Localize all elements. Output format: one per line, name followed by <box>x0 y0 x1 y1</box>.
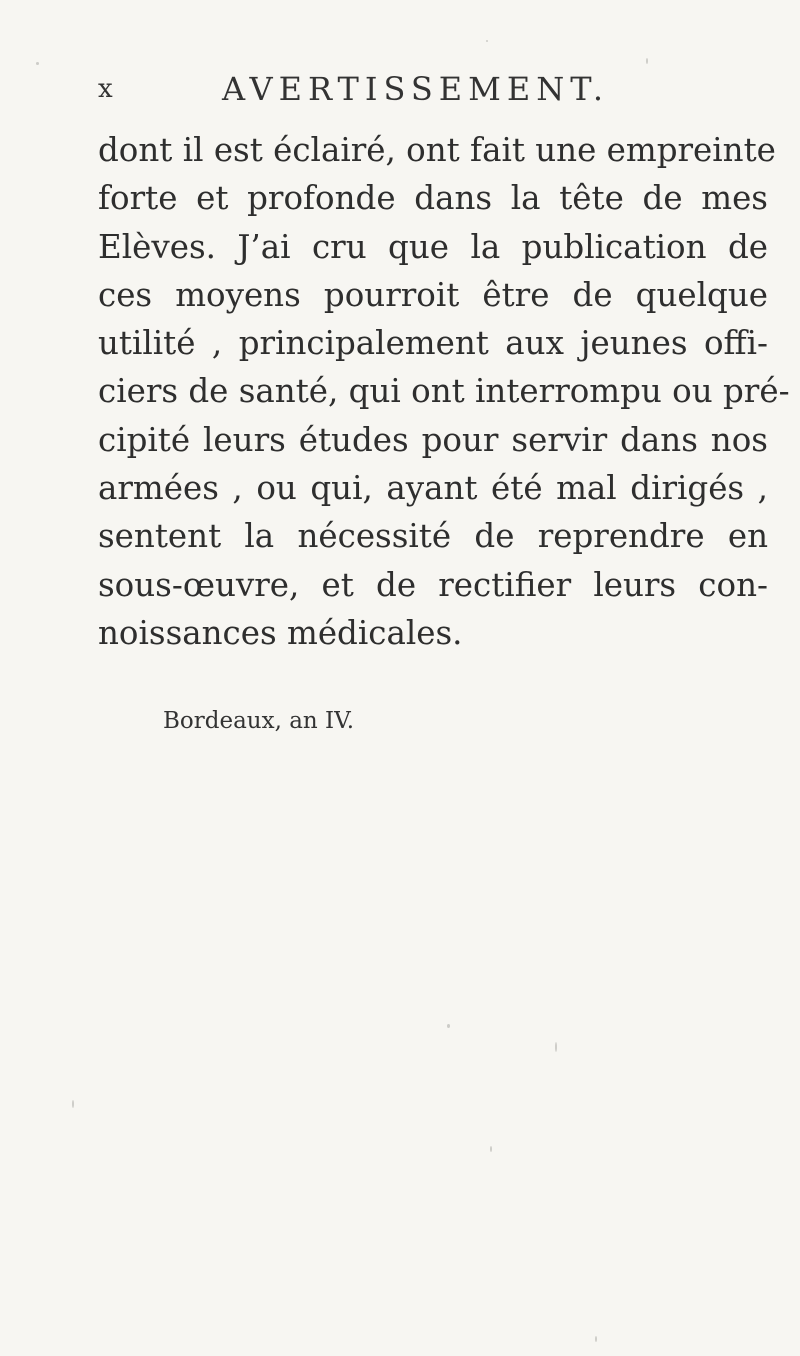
paper-speck <box>36 62 39 65</box>
text-line: ces moyens pourroit être de quelque <box>98 275 768 314</box>
text-line: utilité , principalement aux jeunes offi- <box>98 324 768 363</box>
body-paragraph <box>98 126 790 657</box>
text-line: forte et profonde dans la tête de mes <box>98 179 768 218</box>
text-line: dont il est éclairé, ont fait une empreinte <box>98 131 776 169</box>
paper-speck <box>72 1100 74 1108</box>
page-number: x <box>98 74 113 104</box>
text-line: cipité leurs études pour servir dans nos <box>98 420 768 459</box>
paper-speck <box>447 1024 450 1028</box>
text-line: Elèves. J’ai cru que la publication de <box>98 227 768 266</box>
paper-speck <box>595 1336 597 1342</box>
paper-speck <box>490 1146 492 1152</box>
paper-speck <box>555 1042 557 1052</box>
text-line: ciers de santé, qui ont interrompu ou pré- <box>98 372 790 411</box>
text-line: sous-œuvre, et de rectifier leurs con- <box>98 565 768 604</box>
text-line: armées , ou qui, ayant été mal dirigés , <box>98 469 768 508</box>
text-line: sentent la nécessité de reprendre en <box>98 517 768 556</box>
running-title: AVERTISSEMENT. <box>222 70 610 108</box>
paper-speck <box>646 58 648 64</box>
text-line: noissances médicales. <box>98 613 463 652</box>
signature-line: Bordeaux, an IV. <box>163 708 355 734</box>
paper-speck <box>486 40 488 42</box>
